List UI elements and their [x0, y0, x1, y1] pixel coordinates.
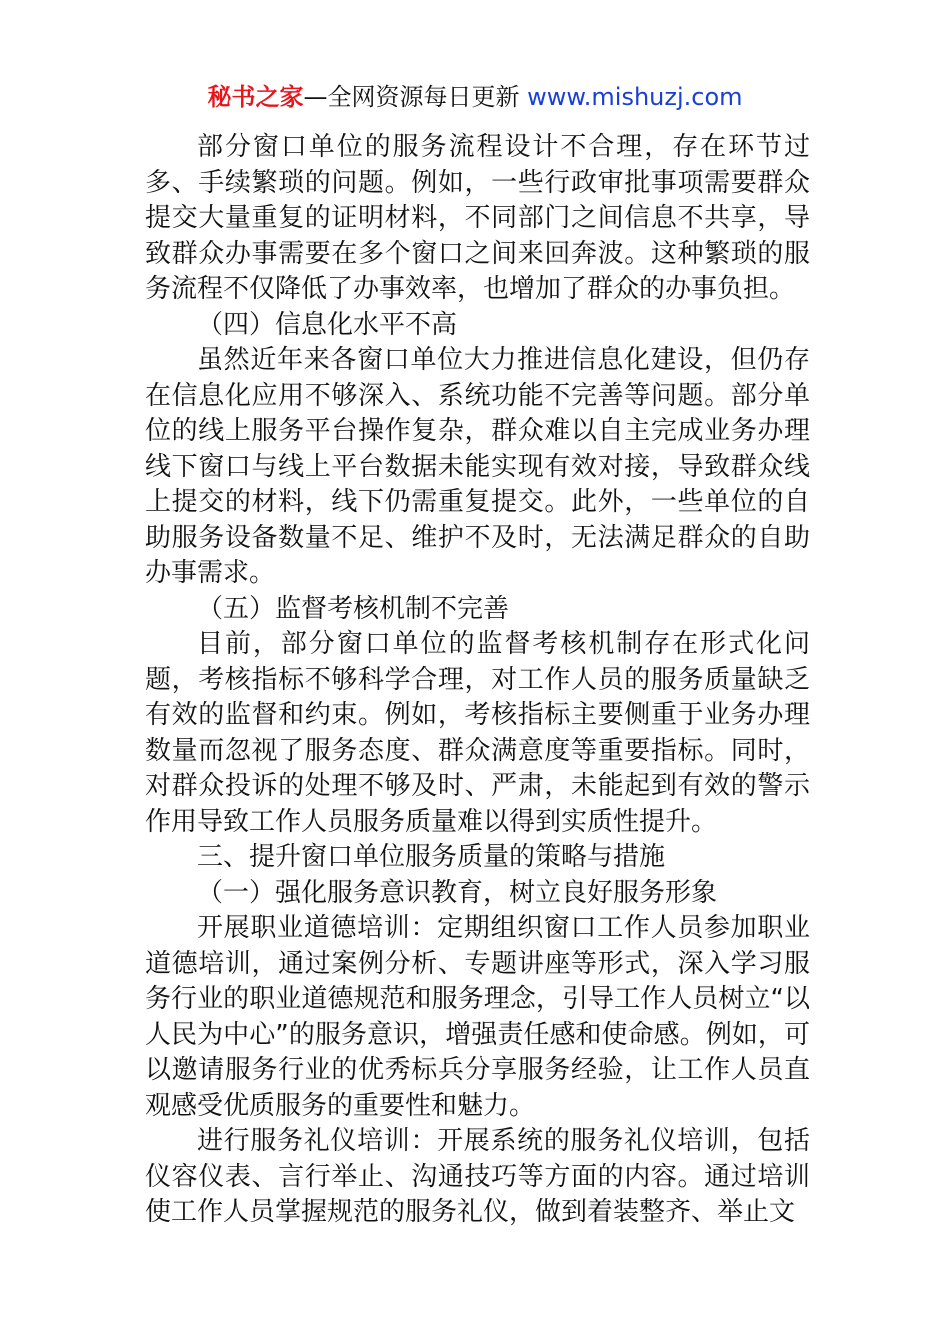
- paragraph-etiquette-training: 进行服务礼仪培训：开展系统的服务礼仪培训，包括仪容仪表、言行举止、沟通技巧等方面的内容。通过培训使工作人员掌握规范的服务礼仪，做到着装整齐、举止文: [145, 1126, 810, 1227]
- section-heading-strategies: 三、提升窗口单位服务质量的策略与措施: [197, 842, 666, 872]
- site-tagline: —全网资源每日更新: [303, 83, 528, 111]
- paragraph-informatization: 虽然近年来各窗口单位大力推进信息化建设，但仍存在信息化应用不够深入、系统功能不完善等问题。部分单位的线上服务平台操作复杂，群众难以自主完成业务办理线下窗口与线上平台数据未能实现有效对接，导致群众线上提交的材料，线下仍需重复提交。此外，一些单位的自助服务设备数量不足、维护不及时，无法满足群众的自助办事需求。: [145, 345, 810, 588]
- document-body: [145, 130, 810, 1231]
- paragraph-ethics-training: 开展职业道德培训：定期组织窗口工作人员参加职业道德培训，通过案例分析、专题讲座等形式，深入学习服务行业的职业道德规范和服务理念，引导工作人员树立“以人民为中心”的服务意识，增强责任感和使命感。例如，可以邀请服务行业的优秀标兵分享服务经验，让工作人员直观感受优质服务的重要性和魅力。: [145, 913, 810, 1121]
- heading-supervision: （五）监督考核机制不完善: [197, 593, 510, 624]
- site-brand: 秘书之家: [207, 83, 304, 111]
- site-header: [0, 80, 950, 114]
- site-url-link[interactable]: www.mishuzj.com: [527, 83, 743, 111]
- paragraph-process-design: 部分窗口单位的服务流程设计不合理，存在环节过多、手续繁琐的问题。例如，一些行政审批事项需要群众提交大量重复的证明材料，不同部门之间信息不共享，导致群众办事需要在多个窗口之间来回奔波。这种繁琐的服务流程不仅降低了办事效率，也增加了群众的办事负担。: [145, 132, 810, 304]
- heading-informatization: （四）信息化水平不高: [197, 309, 458, 340]
- heading-service-awareness: （一）强化服务意识教育，树立良好服务形象: [197, 877, 718, 908]
- paragraph-supervision: 目前，部分窗口单位的监督考核机制存在形式化问题，考核指标不够科学合理，对工作人员的服务质量缺乏有效的监督和约束。例如，考核指标主要侧重于业务办理数量而忽视了服务态度、群众满意度等重要指标。同时，对群众投诉的处理不够及时、严肃，未能起到有效的警示作用导致工作人员服务质量难以得到实质性提升。: [145, 629, 810, 837]
